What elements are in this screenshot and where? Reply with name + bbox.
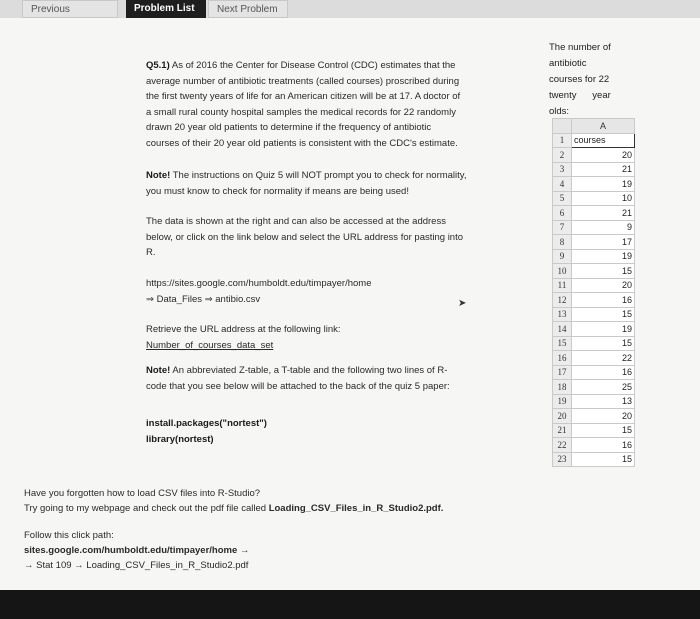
- intro-line: As of 2016 the Center for Disease Control (CDC) estimates that the: [171, 60, 456, 71]
- data-caption: [549, 40, 641, 120]
- header-cell[interactable]: courses: [572, 133, 635, 148]
- value-cell[interactable]: 16: [572, 293, 635, 308]
- data-location-text: [146, 214, 514, 261]
- csv-hint: Try going to my webpage and check out the pdf file called: [24, 503, 269, 514]
- table-row: [553, 351, 635, 366]
- corner-cell: [553, 119, 572, 134]
- value-cell[interactable]: 15: [572, 452, 635, 467]
- row-number: 7: [553, 220, 572, 235]
- table-row: [553, 365, 635, 380]
- table-row: [553, 409, 635, 424]
- table-row: [553, 322, 635, 337]
- table-row: [553, 278, 635, 293]
- table-row: [553, 235, 635, 250]
- value-cell[interactable]: 10: [572, 191, 635, 206]
- table-row: [553, 423, 635, 438]
- note-line: The instructions on Quiz 5 will NOT prompt you to check for normality,: [172, 170, 467, 181]
- bottom-bar: [0, 590, 700, 619]
- path-line: → Stat 109 → Loading_CSV_Files_in_R_Studio2.pdf: [24, 560, 249, 571]
- caption-line: olds:: [549, 106, 570, 117]
- data-set-link[interactable]: Number_of_courses_data_set: [146, 339, 274, 351]
- row-number: 22: [553, 438, 572, 453]
- value-cell[interactable]: 22: [572, 351, 635, 366]
- retrieve-text: Retrieve the URL address at the following link:: [146, 324, 341, 335]
- retrieve-link-block: [146, 322, 514, 353]
- value-cell[interactable]: 9: [572, 220, 635, 235]
- row-number: 17: [553, 365, 572, 380]
- data-line: R.: [146, 247, 156, 258]
- spreadsheet: [552, 118, 635, 467]
- table-row: [553, 380, 635, 395]
- intro-line: average number of antibiotic treatments (called courses) proscribed during: [146, 75, 460, 87]
- row-number: 8: [553, 235, 572, 250]
- table-row: [553, 394, 635, 409]
- row-number: 13: [553, 307, 572, 322]
- row-number: 6: [553, 206, 572, 221]
- row-number: 10: [553, 264, 572, 279]
- table-row: [553, 148, 635, 163]
- row-number: 14: [553, 322, 572, 337]
- value-cell[interactable]: 20: [572, 409, 635, 424]
- row-number: 19: [553, 394, 572, 409]
- row-number: 18: [553, 380, 572, 395]
- value-cell[interactable]: 20: [572, 278, 635, 293]
- row-number: 12: [553, 293, 572, 308]
- column-header-row: [553, 119, 635, 134]
- caption-line: antibiotic: [549, 58, 587, 69]
- value-cell[interactable]: 21: [572, 206, 635, 221]
- table-row: [553, 249, 635, 264]
- value-cell[interactable]: 20: [572, 148, 635, 163]
- data-line: below, or click on the link below and select the URL address for pasting into: [146, 231, 464, 243]
- intro-line: courses of their 20 year old patients is consistent with the CDC's estimate.: [146, 137, 458, 149]
- value-cell[interactable]: 19: [572, 249, 635, 264]
- url-text[interactable]: https://sites.google.com/humboldt.edu/timpayer/home: [146, 278, 372, 289]
- url-path-text: ⇒ Data_Files ⇒ antibio.csv: [146, 293, 261, 305]
- value-cell[interactable]: 19: [572, 322, 635, 337]
- problem-list-tab[interactable]: Problem List: [126, 0, 206, 18]
- value-cell[interactable]: 17: [572, 235, 635, 250]
- caption-line: courses for 22: [549, 74, 610, 85]
- caption-line: twenty year: [549, 90, 611, 101]
- value-cell[interactable]: 16: [572, 438, 635, 453]
- intro-line: the first twenty years of life for an American citizen will be at 17. A doctor of: [146, 91, 461, 102]
- note-label: Note!: [146, 170, 171, 181]
- row-number: 16: [553, 351, 572, 366]
- note-line: code that you see below will be attached to the back of the quiz 5 paper:: [146, 380, 450, 392]
- value-cell[interactable]: 21: [572, 162, 635, 177]
- question-intro: [146, 58, 514, 151]
- table-row: [553, 438, 635, 453]
- row-number: 9: [553, 249, 572, 264]
- note-label: Note!: [146, 365, 171, 376]
- table-row: [553, 220, 635, 235]
- row-number: 4: [553, 177, 572, 192]
- path-line: sites.google.com/humboldt.edu/timpayer/home →: [24, 545, 250, 556]
- tab-bar: [0, 0, 700, 18]
- r-code-block: [146, 416, 514, 447]
- intro-line: a small rural county hospital samples the medical records for 22 randomly: [146, 106, 456, 118]
- attachment-note: [146, 363, 514, 394]
- row-number: 11: [553, 278, 572, 293]
- value-cell[interactable]: 15: [572, 307, 635, 322]
- value-cell[interactable]: 15: [572, 264, 635, 279]
- next-problem-tab[interactable]: Next Problem: [208, 0, 288, 18]
- value-cell[interactable]: 19: [572, 177, 635, 192]
- follow-text: Follow this click path:: [24, 530, 114, 541]
- previous-problem-tab[interactable]: Previous: [22, 0, 118, 18]
- code-line: library(nortest): [146, 433, 214, 445]
- csv-question: Have you forgotten how to load CSV files into R-Studio?: [24, 488, 261, 499]
- note-line: An abbreviated Z-table, a T-table and the following two lines of R-: [172, 365, 448, 376]
- code-line: install.packages("nortest"): [146, 418, 267, 429]
- intro-line: drawn 20 year old patients to determine if the frequency of antibiotic: [146, 122, 432, 133]
- caption-line: The number of: [549, 42, 611, 53]
- row-number: 1: [553, 133, 572, 148]
- normality-note: [146, 168, 514, 199]
- column-letter: A: [572, 119, 635, 134]
- table-row: [553, 177, 635, 192]
- table-row: [553, 452, 635, 467]
- data-line: The data is shown at the right and can also be accessed at the address: [146, 216, 446, 227]
- row-number: 20: [553, 409, 572, 424]
- row-number: 3: [553, 162, 572, 177]
- note-line: you must know to check for normality if means are being used!: [146, 185, 409, 197]
- csv-file-name: Loading_CSV_Files_in_R_Studio2.pdf.: [268, 503, 444, 514]
- table-row: [553, 162, 635, 177]
- row-number: 2: [553, 148, 572, 163]
- value-cell[interactable]: 25: [572, 380, 635, 395]
- table-row: [553, 191, 635, 206]
- value-cell[interactable]: 15: [572, 336, 635, 351]
- table-row: [553, 307, 635, 322]
- value-cell[interactable]: 13: [572, 394, 635, 409]
- table-row: [553, 133, 635, 148]
- cursor-icon: ➤: [458, 298, 467, 309]
- row-number: 21: [553, 423, 572, 438]
- table-row: [553, 206, 635, 221]
- problem-panel: [0, 18, 700, 590]
- row-number: 5: [553, 191, 572, 206]
- table-row: [553, 293, 635, 308]
- row-number: 23: [553, 452, 572, 467]
- question-label: Q5.1): [146, 60, 170, 71]
- value-cell[interactable]: 16: [572, 365, 635, 380]
- value-cell[interactable]: 15: [572, 423, 635, 438]
- table-row: [553, 264, 635, 279]
- csv-help: [24, 486, 584, 516]
- click-path: [24, 528, 584, 573]
- row-number: 15: [553, 336, 572, 351]
- table-row: [553, 336, 635, 351]
